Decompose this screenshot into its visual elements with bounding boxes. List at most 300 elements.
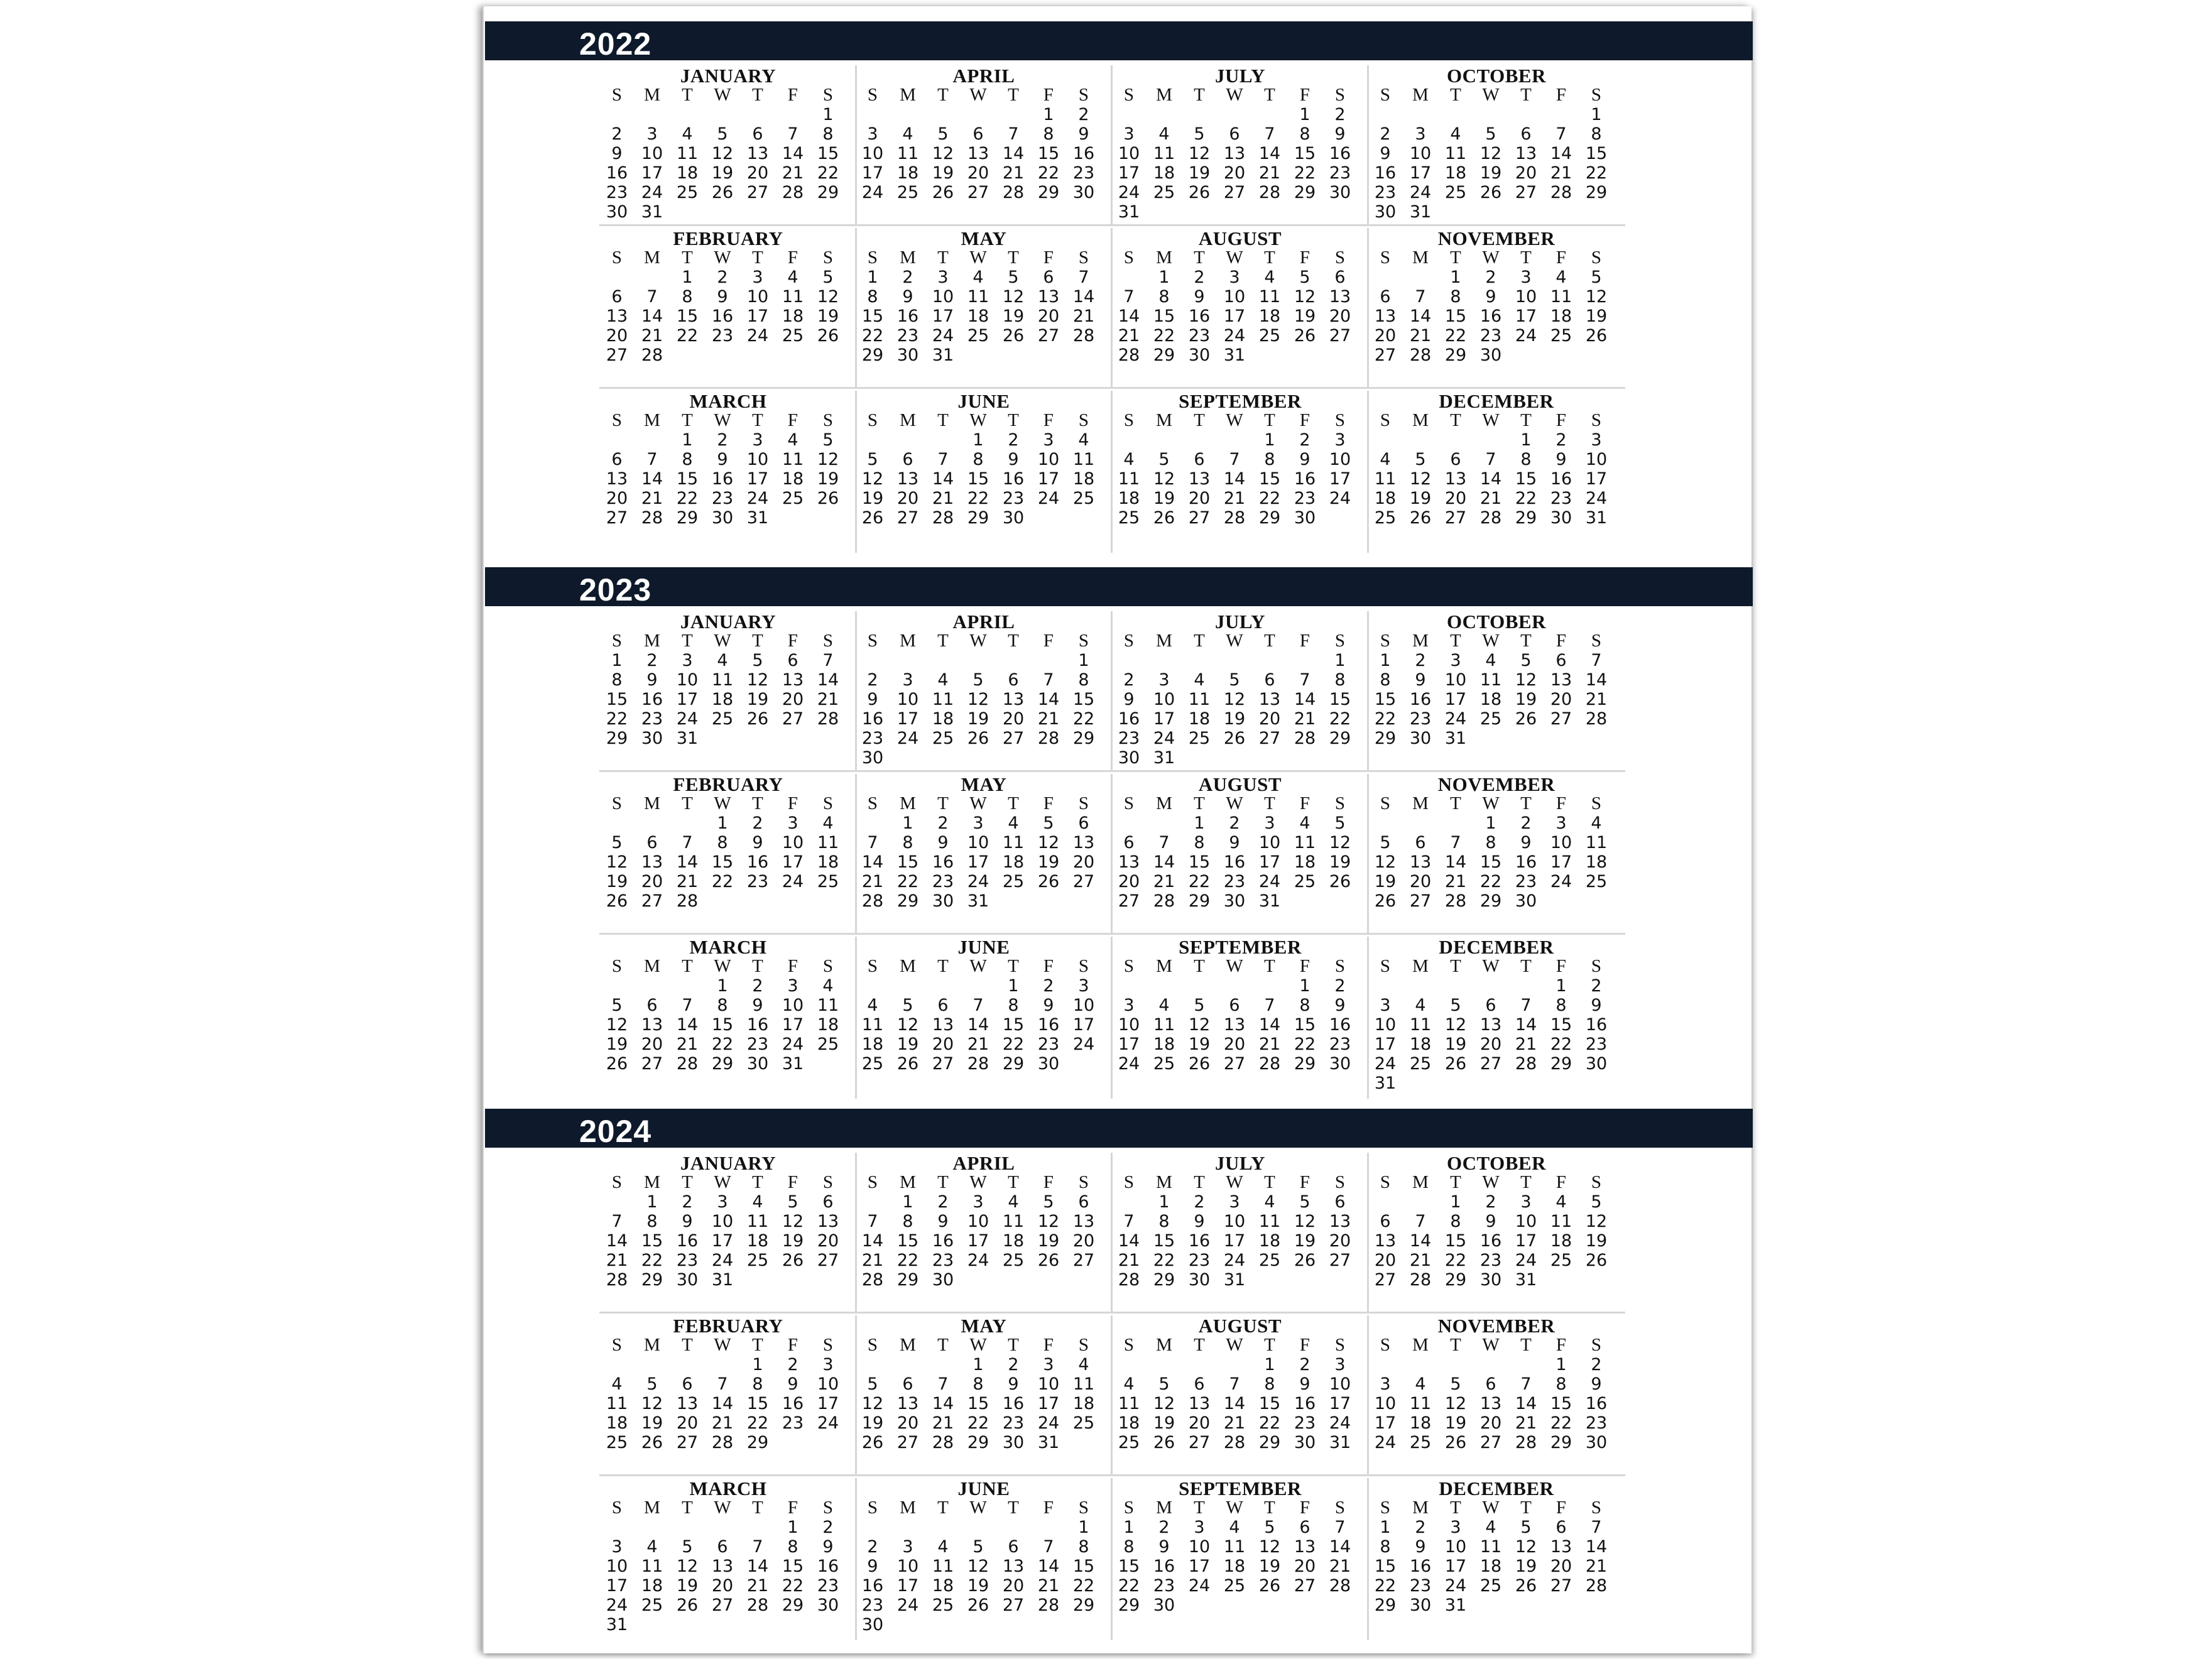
day-cell: 28 bbox=[1037, 1596, 1060, 1615]
day-cell: 22 bbox=[861, 326, 884, 345]
day-cell: 1 bbox=[1078, 1518, 1089, 1537]
day-cell: 24 bbox=[711, 1251, 734, 1270]
month-january-2024 bbox=[599, 1153, 857, 1314]
day-cell: 24 bbox=[606, 1596, 628, 1615]
day-cell: 16 bbox=[1585, 1015, 1608, 1035]
day-cell: 3 bbox=[1450, 651, 1461, 670]
day-cell: 9 bbox=[717, 287, 728, 307]
day-cell: 14 bbox=[711, 1394, 734, 1413]
weekday-header: S bbox=[1591, 793, 1602, 813]
month-name: SEPTEMBER bbox=[1179, 390, 1302, 412]
day-cell: 23 bbox=[1118, 729, 1140, 748]
day-cell: 20 bbox=[1374, 1251, 1397, 1270]
month-name: JUNE bbox=[957, 1477, 1010, 1499]
day-cell: 23 bbox=[817, 1576, 839, 1596]
day-cell: 5 bbox=[1450, 996, 1461, 1015]
day-cell: 27 bbox=[746, 183, 769, 202]
day-cell: 20 bbox=[1515, 163, 1537, 183]
day-cell: 21 bbox=[1002, 163, 1025, 183]
day-cell: 20 bbox=[676, 1413, 699, 1433]
month-july-2022 bbox=[1111, 65, 1369, 226]
weekday-header: T bbox=[1520, 956, 1532, 976]
day-cell: 20 bbox=[967, 163, 989, 183]
month-august-2022 bbox=[1111, 228, 1369, 389]
day-cell: 5 bbox=[902, 996, 913, 1015]
day-cell: 30 bbox=[711, 508, 734, 528]
day-cell: 23 bbox=[1479, 1251, 1502, 1270]
day-cell: 10 bbox=[1258, 833, 1281, 852]
day-cell: 5 bbox=[867, 1374, 878, 1394]
day-cell: 7 bbox=[1591, 651, 1602, 670]
day-cell: 30 bbox=[1118, 748, 1140, 768]
day-cell: 12 bbox=[861, 1394, 884, 1413]
day-cell: 8 bbox=[1264, 1374, 1275, 1394]
day-cell: 25 bbox=[641, 1596, 663, 1615]
month-september-2023 bbox=[1111, 937, 1369, 1099]
day-cell: 10 bbox=[1515, 287, 1537, 307]
day-cell: 15 bbox=[782, 1557, 804, 1576]
weekday-header: W bbox=[714, 1335, 731, 1355]
day-cell: 4 bbox=[1078, 430, 1089, 450]
weekday-header: M bbox=[1156, 247, 1172, 268]
day-cell: 14 bbox=[1258, 1015, 1281, 1035]
day-cell: 22 bbox=[1550, 1035, 1572, 1054]
weekday-header: S bbox=[1380, 1172, 1391, 1192]
month-name: NOVEMBER bbox=[1437, 773, 1555, 795]
day-cell: 13 bbox=[606, 469, 628, 489]
weekday-header: S bbox=[1123, 1335, 1135, 1355]
weekday-header: T bbox=[1264, 247, 1275, 268]
day-cell: 20 bbox=[1002, 709, 1025, 729]
day-cell: 10 bbox=[1118, 144, 1140, 163]
day-cell: 20 bbox=[1374, 326, 1397, 345]
day-cell: 20 bbox=[1072, 1231, 1095, 1251]
day-cell: 17 bbox=[1118, 163, 1140, 183]
day-cell: 10 bbox=[1585, 450, 1608, 469]
day-cell: 10 bbox=[817, 1374, 839, 1394]
day-cell: 14 bbox=[1515, 1015, 1537, 1035]
day-cell: 17 bbox=[782, 1015, 804, 1035]
weekday-header: T bbox=[937, 247, 949, 268]
day-cell: 27 bbox=[1258, 729, 1281, 748]
weekday-header: T bbox=[1450, 85, 1461, 105]
weekday-header: S bbox=[867, 956, 878, 976]
day-cell: 24 bbox=[1037, 1413, 1060, 1433]
day-cell: 22 bbox=[817, 163, 839, 183]
weekday-header: T bbox=[1520, 1172, 1532, 1192]
month-name: AUGUST bbox=[1198, 227, 1282, 249]
year-bar-2023 bbox=[485, 567, 1753, 606]
day-cell: 19 bbox=[967, 1576, 989, 1596]
day-cell: 13 bbox=[1002, 1557, 1025, 1576]
day-cell: 13 bbox=[1037, 287, 1060, 307]
day-cell: 3 bbox=[787, 813, 798, 833]
day-cell: 14 bbox=[932, 469, 954, 489]
day-cell: 2 bbox=[1078, 105, 1089, 124]
day-cell: 18 bbox=[606, 1413, 628, 1433]
day-cell: 6 bbox=[1194, 450, 1205, 469]
day-cell: 21 bbox=[676, 872, 699, 891]
month-may-2023 bbox=[855, 774, 1113, 935]
day-cell: 21 bbox=[1223, 1413, 1246, 1433]
day-cell: 23 bbox=[746, 1035, 769, 1054]
day-cell: 11 bbox=[861, 1015, 884, 1035]
weekday-header: W bbox=[969, 410, 987, 430]
day-cell: 4 bbox=[787, 430, 798, 450]
day-cell: 29 bbox=[1550, 1054, 1572, 1074]
weekday-header: S bbox=[822, 631, 834, 651]
weekday-header: W bbox=[714, 247, 731, 268]
weekday-header: S bbox=[1123, 631, 1135, 651]
day-cell: 10 bbox=[606, 1557, 628, 1576]
weekday-header: T bbox=[1450, 410, 1461, 430]
day-cell: 19 bbox=[1002, 307, 1025, 326]
day-cell: 28 bbox=[1515, 1054, 1537, 1074]
day-cell: 6 bbox=[752, 124, 763, 144]
day-cell: 3 bbox=[1450, 1518, 1461, 1537]
weekday-header: S bbox=[822, 956, 834, 976]
day-cell: 31 bbox=[1223, 1270, 1246, 1290]
day-cell: 31 bbox=[676, 729, 699, 748]
day-cell: 17 bbox=[967, 852, 989, 872]
day-cell: 18 bbox=[1374, 489, 1397, 508]
day-cell: 9 bbox=[1415, 1537, 1426, 1557]
day-cell: 12 bbox=[1294, 1212, 1316, 1231]
day-cell: 12 bbox=[817, 450, 839, 469]
month-name: APRIL bbox=[952, 1152, 1015, 1174]
weekday-header: T bbox=[1520, 410, 1532, 430]
weekday-header: S bbox=[1591, 1498, 1602, 1518]
day-cell: 19 bbox=[1515, 690, 1537, 709]
weekday-header: M bbox=[1156, 410, 1172, 430]
day-cell: 21 bbox=[782, 163, 804, 183]
day-cell: 14 bbox=[1153, 852, 1175, 872]
weekday-header: F bbox=[1299, 793, 1310, 813]
day-cell: 19 bbox=[1188, 1035, 1211, 1054]
day-cell: 7 bbox=[1485, 450, 1496, 469]
year-bar-2024 bbox=[485, 1109, 1753, 1148]
month-november-2023 bbox=[1368, 774, 1625, 935]
day-cell: 14 bbox=[1479, 469, 1502, 489]
day-cell: 3 bbox=[902, 670, 913, 690]
day-cell: 31 bbox=[1258, 891, 1281, 911]
day-cell: 5 bbox=[787, 1192, 798, 1212]
day-cell: 16 bbox=[896, 307, 919, 326]
day-cell: 11 bbox=[782, 450, 804, 469]
day-cell: 13 bbox=[1002, 690, 1025, 709]
day-cell: 30 bbox=[1479, 1270, 1502, 1290]
day-cell: 25 bbox=[1258, 1251, 1281, 1270]
day-cell: 21 bbox=[932, 1413, 954, 1433]
day-cell: 6 bbox=[1450, 450, 1461, 469]
day-cell: 8 bbox=[1520, 450, 1532, 469]
weekday-header: S bbox=[1123, 247, 1135, 268]
day-cell: 18 bbox=[1223, 1557, 1246, 1576]
day-cell: 28 bbox=[1153, 891, 1175, 911]
day-cell: 7 bbox=[1334, 1518, 1346, 1537]
day-cell: 20 bbox=[1118, 872, 1140, 891]
day-cell: 12 bbox=[1515, 1537, 1537, 1557]
day-cell: 22 bbox=[1072, 709, 1095, 729]
day-cell: 27 bbox=[1479, 1433, 1502, 1452]
day-cell: 15 bbox=[711, 1015, 734, 1035]
day-cell: 24 bbox=[782, 872, 804, 891]
weekday-header: T bbox=[1520, 247, 1532, 268]
day-cell: 10 bbox=[967, 833, 989, 852]
weekday-header: S bbox=[1380, 1335, 1391, 1355]
day-cell: 27 bbox=[606, 508, 628, 528]
day-cell: 24 bbox=[1072, 1035, 1095, 1054]
day-cell: 23 bbox=[861, 729, 884, 748]
day-cell: 1 bbox=[682, 268, 693, 287]
day-cell: 24 bbox=[896, 1596, 919, 1615]
day-cell: 18 bbox=[1409, 1035, 1432, 1054]
day-cell: 6 bbox=[1380, 1212, 1391, 1231]
day-cell: 17 bbox=[641, 163, 663, 183]
day-cell: 26 bbox=[1374, 891, 1397, 911]
day-cell: 9 bbox=[1485, 1212, 1496, 1231]
day-cell: 10 bbox=[1188, 1537, 1211, 1557]
day-cell: 26 bbox=[641, 1433, 663, 1452]
weekday-header: W bbox=[969, 1498, 987, 1518]
day-cell: 12 bbox=[1294, 287, 1316, 307]
day-cell: 7 bbox=[1299, 670, 1310, 690]
day-cell: 23 bbox=[1329, 163, 1351, 183]
day-cell: 28 bbox=[861, 891, 884, 911]
day-cell: 23 bbox=[641, 709, 663, 729]
weekday-header: T bbox=[752, 85, 763, 105]
day-cell: 21 bbox=[1585, 690, 1608, 709]
day-cell: 3 bbox=[1520, 268, 1532, 287]
weekday-header: T bbox=[682, 956, 693, 976]
day-cell: 30 bbox=[896, 345, 919, 365]
day-cell: 30 bbox=[606, 202, 628, 222]
day-cell: 27 bbox=[1188, 508, 1211, 528]
day-cell: 4 bbox=[787, 268, 798, 287]
month-december-2022 bbox=[1368, 391, 1625, 553]
weekday-header: F bbox=[1043, 85, 1054, 105]
day-cell: 27 bbox=[967, 183, 989, 202]
weekday-header: S bbox=[611, 247, 623, 268]
day-cell: 27 bbox=[1479, 1054, 1502, 1074]
weekday-header: T bbox=[1194, 247, 1205, 268]
day-cell: 4 bbox=[1123, 450, 1135, 469]
day-cell: 3 bbox=[902, 1537, 913, 1557]
day-cell: 11 bbox=[1153, 144, 1175, 163]
day-cell: 3 bbox=[1520, 1192, 1532, 1212]
weekday-header: S bbox=[822, 1172, 834, 1192]
day-cell: 19 bbox=[967, 709, 989, 729]
day-cell: 13 bbox=[711, 1557, 734, 1576]
day-cell: 18 bbox=[1444, 163, 1467, 183]
day-cell: 31 bbox=[1444, 1596, 1467, 1615]
month-december-2023 bbox=[1368, 937, 1625, 1099]
weekday-header: S bbox=[822, 410, 834, 430]
day-cell: 20 bbox=[1550, 690, 1572, 709]
day-cell: 28 bbox=[676, 1054, 699, 1074]
weekday-header: F bbox=[787, 1335, 798, 1355]
day-cell: 7 bbox=[1229, 450, 1240, 469]
weekday-header: M bbox=[1156, 956, 1172, 976]
day-cell: 9 bbox=[752, 996, 763, 1015]
day-cell: 11 bbox=[1479, 1537, 1502, 1557]
day-cell: 12 bbox=[606, 852, 628, 872]
weekday-header: T bbox=[1008, 1172, 1019, 1192]
day-cell: 31 bbox=[746, 508, 769, 528]
day-cell: 17 bbox=[1258, 852, 1281, 872]
weekday-header: W bbox=[969, 793, 987, 813]
weekday-header: F bbox=[1555, 631, 1567, 651]
day-cell: 21 bbox=[861, 872, 884, 891]
day-cell: 4 bbox=[611, 1374, 623, 1394]
day-cell: 21 bbox=[676, 1035, 699, 1054]
day-cell: 3 bbox=[1380, 996, 1391, 1015]
day-cell: 14 bbox=[1223, 1394, 1246, 1413]
day-cell: 17 bbox=[1515, 307, 1537, 326]
day-cell: 31 bbox=[1374, 1074, 1397, 1093]
day-cell: 18 bbox=[1294, 852, 1316, 872]
day-cell: 15 bbox=[1188, 852, 1211, 872]
day-cell: 18 bbox=[746, 1231, 769, 1251]
weekday-header: M bbox=[900, 956, 916, 976]
day-cell: 10 bbox=[896, 1557, 919, 1576]
day-cell: 22 bbox=[1374, 709, 1397, 729]
day-cell: 2 bbox=[1123, 670, 1135, 690]
day-cell: 24 bbox=[676, 709, 699, 729]
weekday-header: F bbox=[1043, 1172, 1054, 1192]
day-cell: 9 bbox=[1008, 1374, 1019, 1394]
day-cell: 21 bbox=[1037, 1576, 1060, 1596]
day-cell: 16 bbox=[711, 469, 734, 489]
month-may-2022 bbox=[855, 228, 1113, 389]
day-cell: 28 bbox=[1223, 1433, 1246, 1452]
day-cell: 7 bbox=[973, 996, 984, 1015]
day-cell: 30 bbox=[1409, 729, 1432, 748]
day-cell: 11 bbox=[1585, 833, 1608, 852]
day-cell: 7 bbox=[646, 450, 658, 469]
day-cell: 9 bbox=[1520, 833, 1532, 852]
month-name: FEBRUARY bbox=[673, 227, 783, 249]
month-september-2022 bbox=[1111, 391, 1369, 553]
day-cell: 8 bbox=[1194, 833, 1205, 852]
day-cell: 21 bbox=[606, 1251, 628, 1270]
day-cell: 6 bbox=[646, 996, 658, 1015]
day-cell: 8 bbox=[1008, 996, 1019, 1015]
day-cell: 10 bbox=[1329, 1374, 1351, 1394]
day-cell: 29 bbox=[1037, 183, 1060, 202]
weekday-header: T bbox=[1008, 631, 1019, 651]
month-name: JANUARY bbox=[680, 611, 776, 633]
weekday-header: S bbox=[1123, 410, 1135, 430]
day-cell: 22 bbox=[967, 489, 989, 508]
day-cell: 17 bbox=[1329, 469, 1351, 489]
day-cell: 1 bbox=[646, 1192, 658, 1212]
day-cell: 18 bbox=[896, 163, 919, 183]
month-name: DECEMBER bbox=[1439, 390, 1554, 412]
day-cell: 6 bbox=[1008, 1537, 1019, 1557]
day-cell: 23 bbox=[606, 183, 628, 202]
day-cell: 15 bbox=[1153, 1231, 1175, 1251]
weekday-header: F bbox=[787, 85, 798, 105]
month-january-2023 bbox=[599, 611, 857, 772]
day-cell: 6 bbox=[1229, 124, 1240, 144]
day-cell: 16 bbox=[782, 1394, 804, 1413]
month-name: JUNE bbox=[957, 390, 1010, 412]
weekday-header: T bbox=[1450, 247, 1461, 268]
day-cell: 2 bbox=[717, 430, 728, 450]
day-cell: 31 bbox=[1329, 1433, 1351, 1452]
weekday-header: F bbox=[1043, 410, 1054, 430]
day-cell: 22 bbox=[1294, 163, 1316, 183]
day-cell: 2 bbox=[717, 268, 728, 287]
day-cell: 4 bbox=[1194, 670, 1205, 690]
day-cell: 4 bbox=[1485, 1518, 1496, 1537]
day-cell: 15 bbox=[1479, 852, 1502, 872]
day-cell: 6 bbox=[1078, 1192, 1089, 1212]
day-cell: 4 bbox=[822, 976, 834, 996]
day-cell: 12 bbox=[711, 144, 734, 163]
day-cell: 9 bbox=[1078, 124, 1089, 144]
day-cell: 24 bbox=[1037, 489, 1060, 508]
day-cell: 6 bbox=[1334, 268, 1346, 287]
weekday-header: M bbox=[1156, 631, 1172, 651]
weekday-header: S bbox=[1591, 247, 1602, 268]
day-cell: 16 bbox=[1002, 469, 1025, 489]
day-cell: 7 bbox=[867, 833, 878, 852]
day-cell: 7 bbox=[787, 124, 798, 144]
day-cell: 31 bbox=[641, 202, 663, 222]
day-cell: 11 bbox=[1409, 1394, 1432, 1413]
day-cell: 8 bbox=[867, 287, 878, 307]
day-cell: 21 bbox=[1409, 326, 1432, 345]
day-cell: 29 bbox=[1258, 1433, 1281, 1452]
day-cell: 23 bbox=[932, 872, 954, 891]
day-cell: 28 bbox=[641, 345, 663, 365]
weekday-header: T bbox=[937, 1498, 949, 1518]
weekday-header: S bbox=[1078, 410, 1089, 430]
weekday-header: T bbox=[752, 1172, 763, 1192]
day-cell: 3 bbox=[682, 651, 693, 670]
day-cell: 23 bbox=[1329, 1035, 1351, 1054]
day-cell: 31 bbox=[606, 1615, 628, 1635]
day-cell: 2 bbox=[646, 651, 658, 670]
day-cell: 11 bbox=[641, 1557, 663, 1576]
weekday-header: W bbox=[1482, 956, 1500, 976]
day-cell: 8 bbox=[752, 1374, 763, 1394]
day-cell: 17 bbox=[746, 307, 769, 326]
day-cell: 15 bbox=[1444, 307, 1467, 326]
day-cell: 2 bbox=[787, 1355, 798, 1374]
day-cell: 11 bbox=[1072, 450, 1095, 469]
day-cell: 31 bbox=[1409, 202, 1432, 222]
day-cell: 31 bbox=[967, 891, 989, 911]
day-cell: 22 bbox=[606, 709, 628, 729]
day-cell: 5 bbox=[867, 450, 878, 469]
day-cell: 21 bbox=[1258, 1035, 1281, 1054]
day-cell: 15 bbox=[676, 307, 699, 326]
day-cell: 17 bbox=[1374, 1035, 1397, 1054]
weekday-header: S bbox=[1380, 410, 1391, 430]
day-cell: 11 bbox=[817, 833, 839, 852]
weekday-header: W bbox=[969, 85, 987, 105]
day-cell: 28 bbox=[1329, 1576, 1351, 1596]
day-cell: 31 bbox=[1118, 202, 1140, 222]
day-cell: 5 bbox=[1591, 268, 1602, 287]
day-cell: 20 bbox=[711, 1576, 734, 1596]
month-march-2024 bbox=[599, 1478, 857, 1640]
day-cell: 12 bbox=[676, 1557, 699, 1576]
day-cell: 20 bbox=[1072, 852, 1095, 872]
